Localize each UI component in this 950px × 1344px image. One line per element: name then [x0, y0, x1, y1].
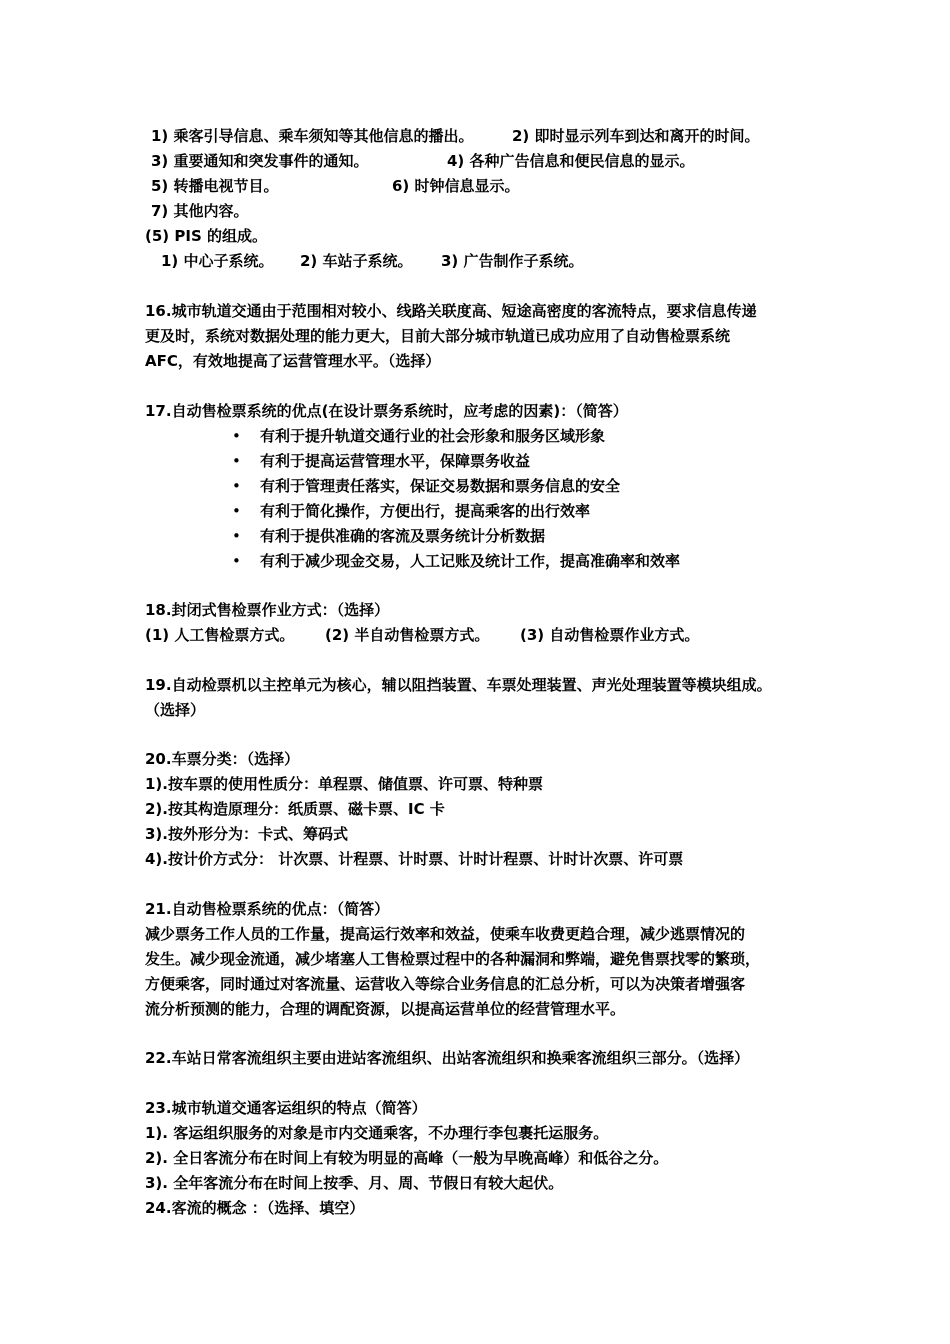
q20-heading: 20.车票分类：（选择）: [145, 750, 300, 768]
bullet-icon: •: [232, 527, 241, 545]
bullet-icon: •: [232, 502, 241, 520]
q16-line-1: 16.城市轨道交通由于范围相对较小、线路关联度高、短途高密度的客流特点，要求信息传递: [145, 302, 757, 320]
pis-composition-2: 2) 车站子系统。: [300, 252, 413, 270]
q23-item: 1). 客运组织服务的对象是市内交通乘客，不办理行李包裹托运服务。: [145, 1124, 609, 1142]
q23-item: 3). 全年客流分布在时间上按季、月、周、节假日有较大起伏。: [145, 1174, 564, 1192]
pis-function-3: 3) 重要通知和突发事件的通知。: [151, 152, 369, 170]
q20-item: 1).按车票的使用性质分：单程票、储值票、许可票、特种票: [145, 775, 543, 793]
q17-bullet-item: • 有利于提高运营管理水平，保障票务收益: [232, 452, 531, 470]
q21-line-2: 发生。减少现金流通，减少堵塞人工售检票过程中的各种漏洞和弊端，避免售票找零的繁琐，: [145, 950, 761, 968]
q19-line-2: （选择）: [145, 701, 206, 719]
q21-line-3: 方便乘客，同时通过对客流量、运营收入等综合业务信息的汇总分析，可以为决策者增强客: [145, 975, 746, 993]
pis-function-5: 5) 转播电视节目。: [151, 177, 279, 195]
pis-function-1: 1) 乘客引导信息、乘车须知等其他信息的播出。: [151, 127, 474, 145]
pis-composition-heading: (5) PIS 的组成。: [145, 227, 267, 245]
q24-heading: 24.客流的概念 ：（选择、填空）: [145, 1199, 365, 1217]
bullet-icon: •: [232, 552, 241, 570]
q17-bullet-item: • 有利于管理责任落实，保证交易数据和票务信息的安全: [232, 477, 621, 495]
q16-line-3: AFC，有效地提高了运营管理水平。（选择）: [145, 352, 441, 370]
pis-function-4: 4) 各种广告信息和便民信息的显示。: [447, 152, 695, 170]
q17-heading: 17.自动售检票系统的优点(在设计票务系统时，应考虑的因素)：（简答）: [145, 402, 628, 420]
bullet-icon: •: [232, 452, 241, 470]
q16-line-2: 更及时，系统对数据处理的能力更大，目前大部分城市轨道已成功应用了自动售检票系统: [145, 327, 731, 345]
bullet-icon: •: [232, 477, 241, 495]
q22-text: 22.车站日常客流组织主要由进站客流组织、出站客流组织和换乘客流组织三部分。（选择）: [145, 1049, 750, 1067]
q17-bullet-item: • 有利于减少现金交易，人工记账及统计工作，提高准确率和效率: [232, 552, 681, 570]
q23-item: 2). 全日客流分布在时间上有较为明显的高峰（一般为早晚高峰）和低谷之分。: [145, 1149, 669, 1167]
q21-line-4: 流分析预测的能力，合理的调配资源，以提高运营单位的经营管理水平。: [145, 1000, 626, 1018]
q18-method-3: (3) 自动售检票作业方式。: [520, 626, 700, 644]
pis-function-2: 2) 即时显示列车到达和离开的时间。: [512, 127, 760, 145]
q20-item: 4).按计价方式分： 计次票、计程票、计时票、计时计程票、计时计次票、许可票: [145, 850, 684, 868]
q20-item: 2).按其构造原理分：纸质票、磁卡票、IC 卡: [145, 800, 445, 818]
bullet-icon: •: [232, 427, 241, 445]
q17-bullet-item: • 有利于提升轨道交通行业的社会形象和服务区域形象: [232, 427, 606, 445]
q18-method-2: (2) 半自动售检票方式。: [325, 626, 490, 644]
q20-item: 3).按外形分为：卡式、筹码式: [145, 825, 348, 843]
q21-line-1: 减少票务工作人员的工作量，提高运行效率和效益，使乘车收费更趋合理，减少逃票情况的: [145, 925, 746, 943]
pis-function-7: 7) 其他内容。: [151, 202, 249, 220]
pis-composition-3: 3) 广告制作子系统。: [441, 252, 584, 270]
q18-method-1: (1) 人工售检票方式。: [145, 626, 295, 644]
q19-line-1: 19.自动检票机以主控单元为核心，辅以阻挡装置、车票处理装置、声光处理装置等模块组成。: [145, 676, 772, 694]
q17-bullet-item: • 有利于简化操作，方便出行，提高乘客的出行效率: [232, 502, 591, 520]
q17-bullet-item: • 有利于提供准确的客流及票务统计分析数据: [232, 527, 546, 545]
q23-heading: 23.城市轨道交通客运组织的特点（简答）: [145, 1099, 427, 1117]
q21-heading: 21.自动售检票系统的优点：（简答）: [145, 900, 390, 918]
pis-composition-1: 1) 中心子系统。: [161, 252, 274, 270]
pis-function-6: 6) 时钟信息显示。: [392, 177, 520, 195]
q18-heading: 18.封闭式售检票作业方式：（选择）: [145, 601, 390, 619]
